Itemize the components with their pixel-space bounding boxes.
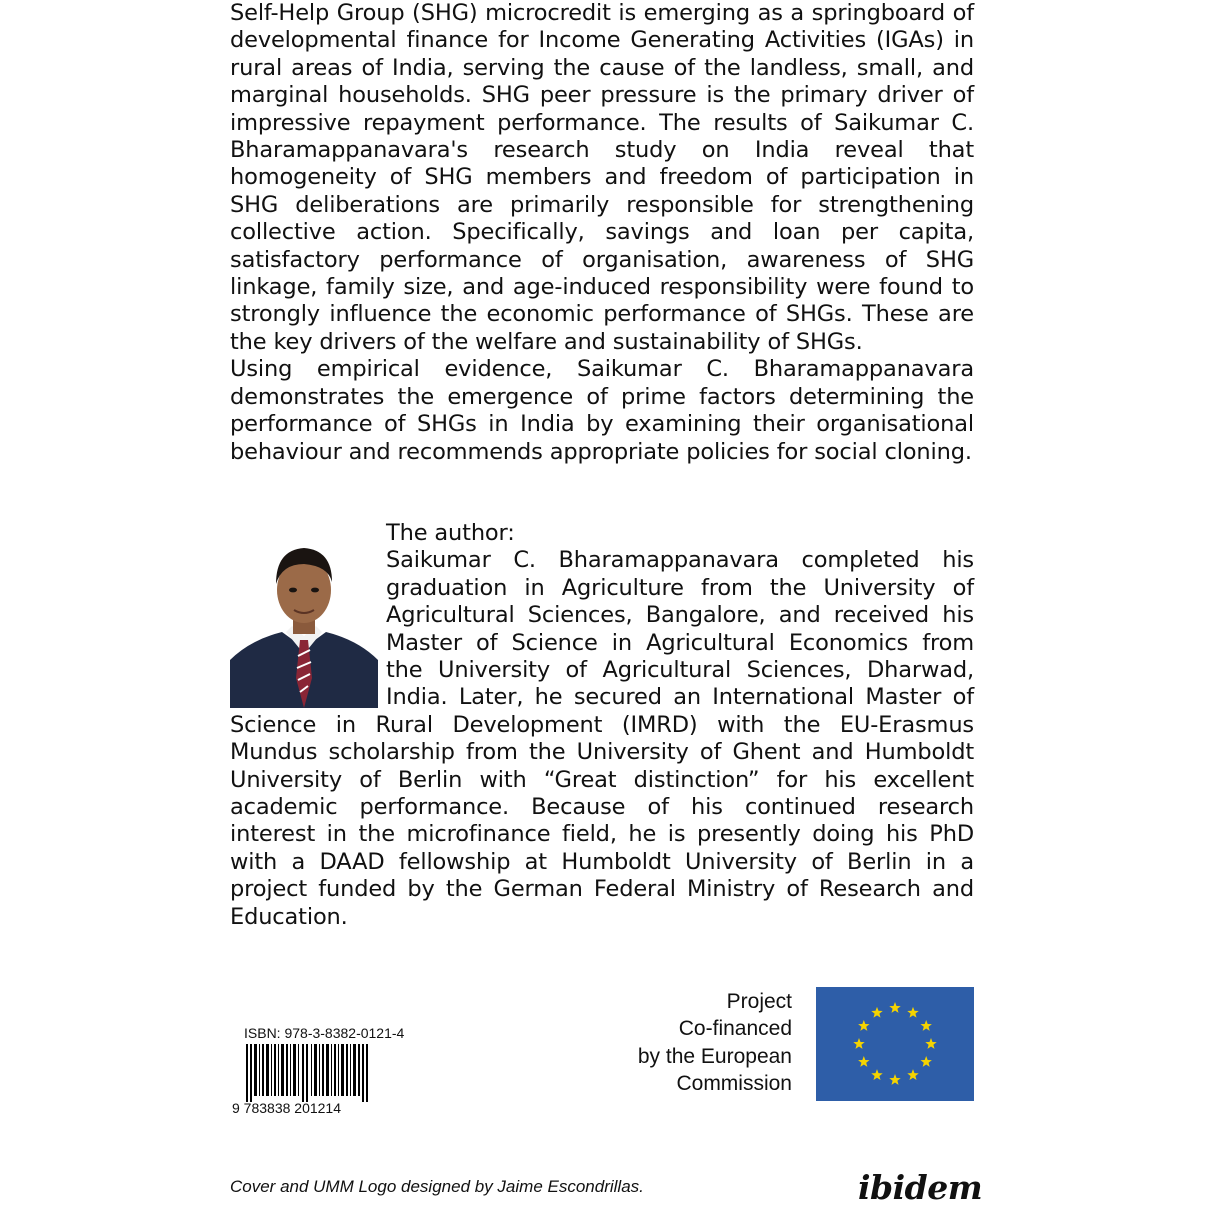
isbn-label: ISBN: 978-3-8382-0121-4: [244, 1025, 405, 1041]
barcode-icon: [232, 1044, 392, 1102]
author-bio: Saikumar C. Bharamappanavara completed his graduation in Agriculture from the University of Agricultural Sciences, Bangalore, and received his Master of Science in Agricultural Economics from the University of Agricultural Sciences, Dharwad, India. Later, he secured an International Master of Science in Rural Development (IMRD) with the EU-Erasmus Mundus scholarship from the University of Ghent and Humboldt University of Berlin with “Great distinction” for his excellent academic performance. Because of his continued research interest in the microfinance field, he is presently doing his PhD with a DAAD fellowship at Humboldt University of Berlin in a project funded by the German Federal Ministry of Research and Education.: [230, 547, 974, 930]
cofinance-line-1: Project: [726, 990, 792, 1013]
cofinance-notice: [560, 988, 792, 1098]
author-heading: The author:: [386, 520, 515, 546]
cofinance-line-3: by the European: [637, 1044, 792, 1068]
publisher-logo: ibidem: [858, 1168, 983, 1207]
blurb-paragraph-2: Using empirical evidence, Saikumar C. Bharamappanavara demonstrates the emergence of prime factors determining the performance of SHGs in India by examining their organisational behaviour and recommends appropriate policies for social cloning.: [230, 356, 974, 465]
author-section: [230, 520, 974, 931]
barcode-digits: 9 783838 201214: [232, 1100, 341, 1116]
back-cover-blurb: [230, 0, 974, 466]
blurb-paragraph-1: Self-Help Group (SHG) microcredit is emerging as a springboard of developmental finance for Income Generating Activities (IGAs) in rural areas of India, serving the cause of the landless, small, and marginal households. SHG peer pressure is the primary driver of impressive repayment performance. The results of Saikumar C. Bharamappanavara's research study on India reveal that homogeneity of SHG members and freedom of participation in SHG deliberations are primarily responsible for strengthening collective action. Specifically, savings and loan per capita, satisfactory performance of organisation, awareness of SHG linkage, family size, and age-induced responsibility were found to strongly influence the economic performance of SHGs. These are the key drivers of the welfare and sustainability of SHGs.: [230, 0, 974, 355]
author-photo: [230, 528, 378, 708]
cover-credit: Cover and UMM Logo designed by Jaime Escondrillas.: [230, 1177, 644, 1196]
isbn-block: [232, 1024, 432, 1116]
cofinance-line-4: Commission: [676, 1072, 792, 1096]
eu-flag-icon: [816, 987, 974, 1101]
cofinance-line-2: Co-financed: [678, 1017, 792, 1041]
